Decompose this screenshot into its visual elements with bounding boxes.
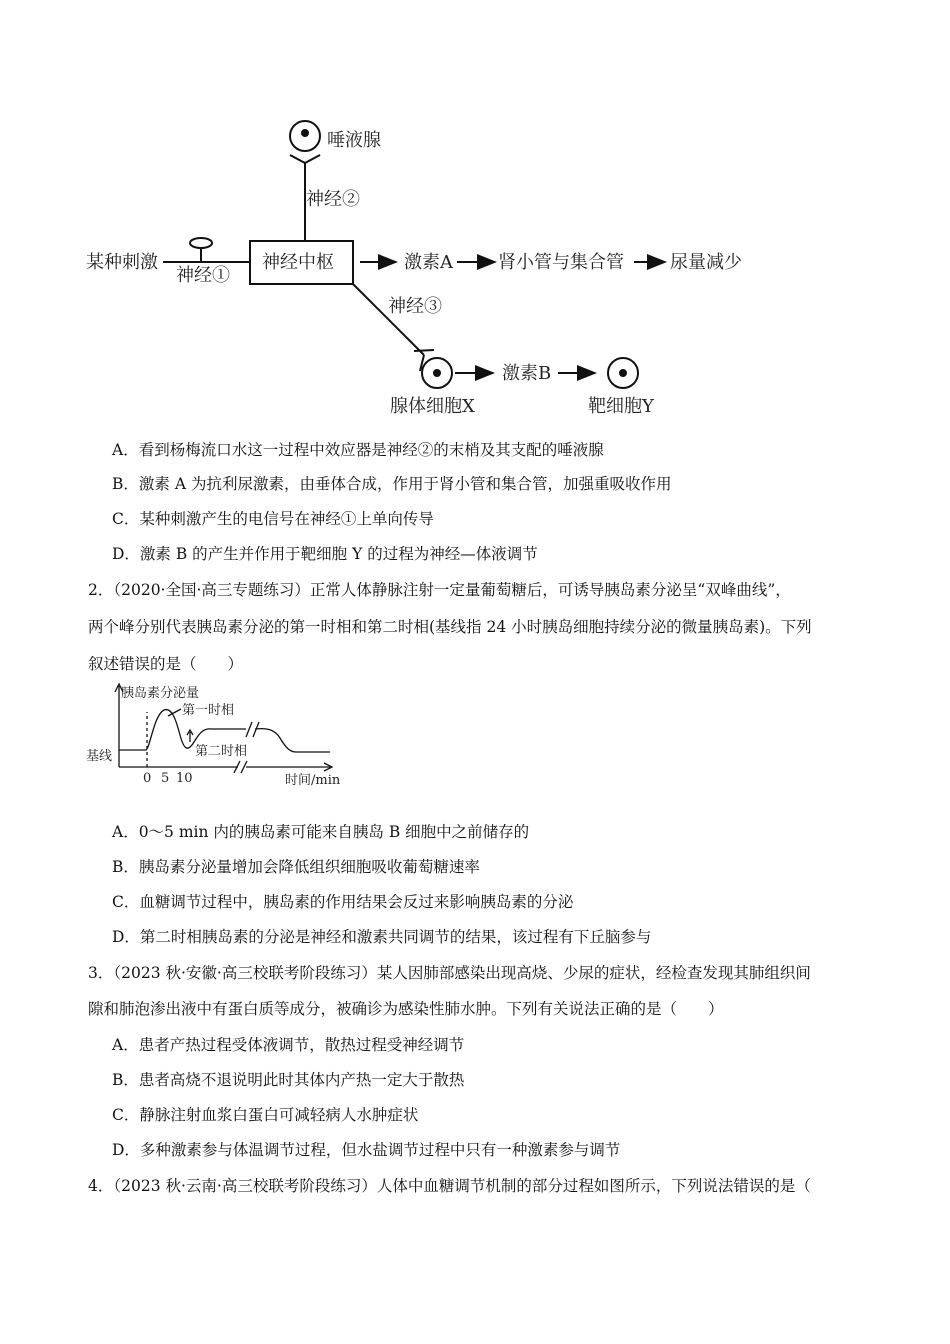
q2-option-a: A．0～5 min 内的胰岛素可能来自胰岛 B 细胞中之前储存的: [112, 823, 530, 841]
q3-stem-line-1: 3．（2023 秋·安徽·高三校联考阶段练习）某人因肺部感染出现高烧、少尿的症状，经检查发现其肺组织间: [88, 964, 811, 982]
tubule-label: 肾小管与集合管: [498, 252, 624, 273]
q2-stem-line-2: 两个峰分别代表胰岛素分泌的第一时相和第二时相(基线指 24 小时胰岛细胞持续分泌的微量胰岛素)。下列: [88, 618, 812, 636]
graph-tick-5: 5: [161, 771, 170, 786]
q3-option-b: B．患者高烧不退说明此时其体内产热一定大于散热: [112, 1071, 465, 1089]
q1-option-a: A．看到杨梅流口水这一过程中效应器是神经②的末梢及其支配的唾液腺: [112, 441, 604, 459]
gland-cell-label: 腺体细胞X: [390, 396, 475, 417]
q2-option-d: D．第二时相胰岛素的分泌是神经和激素共同调节的结果，该过程有下丘脑参与: [112, 928, 652, 946]
graph-baseline-label: 基线: [86, 749, 113, 764]
q1-option-b: B．激素 A 为抗利尿激素，由垂体合成，作用于肾小管和集合管，加强重吸收作用: [112, 475, 672, 493]
q1-option-d: D．激素 B 的产生并作用于靶细胞 Y 的过程为神经—体液调节: [112, 545, 538, 563]
q2-option-b: B．胰岛素分泌量增加会降低组织细胞吸收葡萄糖速率: [112, 858, 480, 876]
q1-option-c: C．某种刺激产生的电信号在神经①上单向传导: [112, 510, 434, 528]
q4-stem-line-1: 4．（2023 秋·云南·高三校联考阶段练习）人体中血糖调节机制的部分过程如图所示，下列说法错误的是（: [88, 1177, 811, 1195]
graph-ylabel: 胰岛素分泌量: [121, 686, 200, 701]
nerve2-label: 神经②: [306, 189, 360, 210]
q3-option-a: A．患者产热过程受体液调节，散热过程受神经调节: [112, 1036, 465, 1054]
q2-option-c: C．血糖调节过程中，胰岛素的作用结果会反过来影响胰岛素的分泌: [112, 893, 574, 911]
target-cell-label: 靶细胞Y: [588, 396, 654, 417]
q3-stem-line-2: 隙和肺泡渗出液中有蛋白质等成分，被确诊为感染性肺水肿。下列有关说法正确的是（ ）: [88, 1000, 724, 1018]
graph-phase2-label: 第二时相: [195, 744, 248, 759]
stimulus-label: 某种刺激: [86, 252, 158, 273]
saliva-label: 唾液腺: [327, 130, 381, 151]
hormone-b-label: 激素B: [502, 363, 552, 384]
q2-stem-line-3: 叙述错误的是（ ）: [88, 655, 244, 673]
center-label: 神经中枢: [262, 252, 334, 273]
q3-option-c: C．静脉注射血浆白蛋白可减轻病人水肿症状: [112, 1106, 419, 1124]
graph-xlabel: 时间/min: [285, 773, 341, 788]
q3-option-d: D．多种激素参与体温调节过程，但水盐调节过程中只有一种激素参与调节: [112, 1141, 621, 1159]
urine-label: 尿量减少: [670, 252, 742, 273]
hormone-a-label: 激素A: [404, 252, 453, 273]
graph-phase1-label: 第一时相: [182, 703, 235, 718]
graph-tick-0: 0: [143, 771, 152, 786]
graph-tick-10: 10: [176, 771, 193, 786]
nerve1-label: 神经①: [176, 265, 230, 286]
q2-stem-line-1: 2．（2020·全国·高三专题练习）正常人体静脉注射一定量葡萄糖后，可诱导胰岛素分泌呈“双峰曲线”，: [88, 581, 791, 599]
nerve3-label: 神经③: [388, 296, 442, 317]
